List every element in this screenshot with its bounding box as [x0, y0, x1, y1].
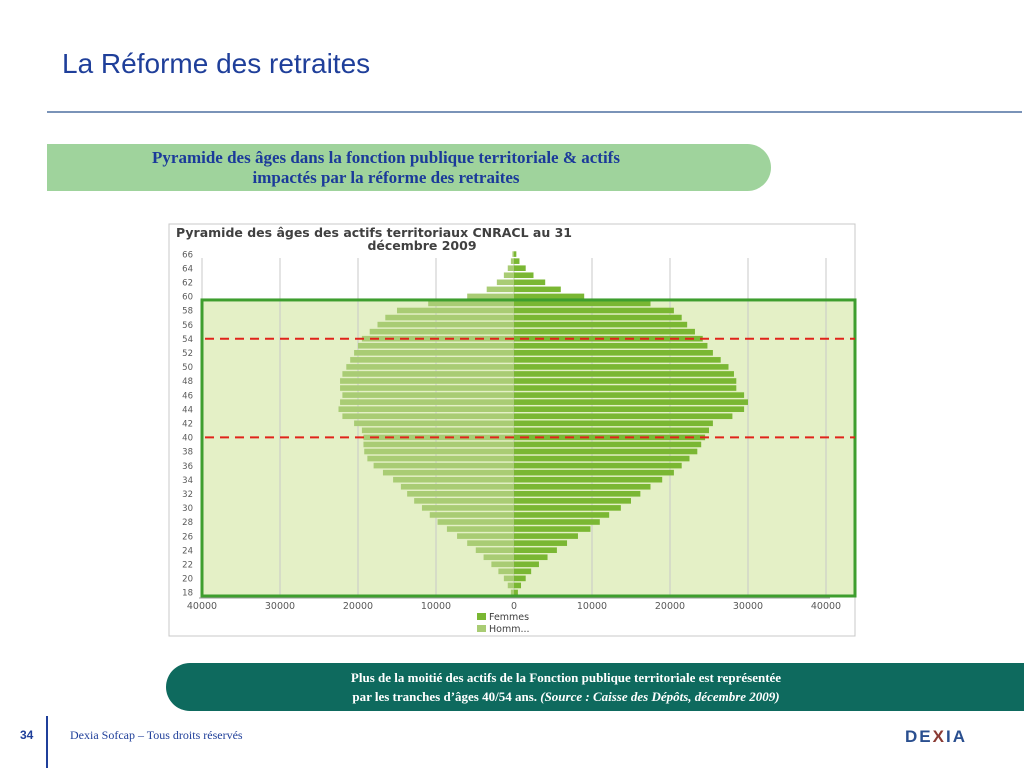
bar-femmes-65 [514, 258, 519, 264]
bar-femmes-27 [514, 526, 590, 532]
bar-hommes-63 [504, 272, 514, 278]
bar-hommes-43 [342, 413, 514, 419]
footer-copyright: Dexia Sofcap – Tous droits réservés [70, 728, 243, 742]
bar-hommes-26 [457, 533, 514, 539]
bar-hommes-57 [385, 315, 514, 321]
bar-hommes-35 [383, 470, 514, 476]
bar-femmes-18 [514, 590, 518, 596]
note-line-2 [166, 687, 966, 706]
bar-hommes-29 [430, 512, 514, 518]
bar-femmes-46 [514, 392, 744, 398]
y-tick-label-64: 64 [182, 264, 193, 275]
bar-femmes-37 [514, 456, 690, 462]
bar-femmes-36 [514, 463, 682, 469]
bar-femmes-60 [514, 294, 584, 300]
y-tick-label-32: 32 [182, 490, 193, 500]
bar-femmes-32 [514, 491, 640, 497]
bar-hommes-32 [407, 491, 514, 497]
slide-title: La Réforme des retraites [62, 48, 371, 79]
y-tick-label-44: 44 [182, 405, 193, 416]
bar-femmes-53 [514, 343, 707, 349]
bar-femmes-21 [514, 569, 531, 575]
bar-femmes-47 [514, 385, 736, 391]
bar-femmes-31 [514, 498, 631, 504]
y-tick-label-28: 28 [182, 518, 193, 529]
x-tick-label-0: 40000 [186, 601, 218, 612]
bar-hommes-22 [491, 562, 514, 568]
bar-hommes-49 [342, 371, 514, 377]
dexia-logo: DEXIA [905, 727, 967, 746]
bar-hommes-52 [354, 350, 514, 356]
x-tick-label-6: 20000 [654, 601, 686, 612]
subtitle-line-1: Pyramide des âges dans la fonction publique territoriale & actifs [152, 148, 620, 167]
bar-hommes-46 [342, 392, 514, 398]
note-main: par les tranches d’âges 40/54 ans. [352, 689, 537, 704]
bar-femmes-44 [514, 406, 744, 412]
bar-femmes-49 [514, 371, 734, 377]
bar-hommes-64 [508, 265, 514, 271]
chart-title-line-1: Pyramide des âges des actifs territoriaux CNRACL au 31 [176, 225, 572, 240]
bar-hommes-44 [339, 406, 515, 412]
chart-title-line-2: décembre 2009 [367, 238, 477, 253]
y-tick-label-38: 38 [182, 447, 193, 458]
bar-hommes-66 [512, 251, 514, 257]
bar-hommes-41 [362, 428, 514, 434]
bar-hommes-18 [511, 590, 514, 596]
bar-hommes-23 [484, 554, 514, 560]
bar-hommes-36 [374, 463, 514, 469]
bar-hommes-20 [504, 576, 514, 582]
bar-femmes-38 [514, 449, 697, 455]
bar-femmes-23 [514, 554, 548, 560]
bar-femmes-63 [514, 272, 534, 278]
bar-hommes-27 [447, 526, 514, 532]
bar-femmes-33 [514, 484, 651, 490]
bar-femmes-51 [514, 357, 721, 363]
bar-femmes-26 [514, 533, 578, 539]
x-tick-label-8: 40000 [810, 601, 842, 612]
bar-femmes-30 [514, 505, 621, 511]
bar-femmes-22 [514, 562, 539, 568]
x-tick-label-4: 0 [510, 601, 518, 612]
x-tick-label-3: 10000 [420, 601, 452, 612]
bar-femmes-66 [514, 251, 516, 257]
bar-hommes-47 [340, 385, 514, 391]
y-tick-label-56: 56 [182, 320, 193, 331]
legend-label-hommes: Homm... [489, 624, 530, 635]
x-tick-label-5: 10000 [576, 601, 608, 612]
y-tick-label-48: 48 [182, 377, 193, 388]
bar-femmes-41 [514, 428, 709, 434]
bar-femmes-29 [514, 512, 609, 518]
bar-femmes-61 [514, 287, 561, 293]
bar-hommes-53 [358, 343, 514, 349]
x-tick-label-1: 30000 [264, 601, 296, 612]
bar-hommes-48 [340, 378, 514, 384]
bar-femmes-59 [514, 301, 651, 307]
bar-hommes-55 [370, 329, 514, 335]
x-tick-label-7: 30000 [732, 601, 764, 612]
bar-femmes-34 [514, 477, 662, 483]
note-line-1: Plus de la moitié des actifs de la Fonction publique territoriale est représentée [350, 670, 782, 685]
note-source: (Source : Caisse des Dépôts, décembre 2009) [540, 689, 780, 704]
bar-femmes-19 [514, 583, 521, 589]
subtitle-line-2: impactés par la réforme des retraites [252, 168, 520, 187]
bar-hommes-38 [364, 449, 514, 455]
y-tick-label-62: 62 [182, 278, 193, 289]
y-tick-label-26: 26 [182, 532, 193, 543]
footer-divider [46, 716, 48, 768]
y-tick-label-40: 40 [182, 433, 193, 444]
note-text [166, 668, 966, 706]
y-tick-label-24: 24 [182, 546, 193, 557]
y-tick-label-20: 20 [182, 574, 193, 585]
y-tick-label-50: 50 [182, 363, 193, 374]
bar-femmes-56 [514, 322, 687, 328]
bar-hommes-19 [508, 583, 514, 589]
bar-femmes-25 [514, 540, 567, 546]
bar-hommes-30 [422, 505, 514, 511]
y-tick-label-18: 18 [182, 588, 193, 599]
bar-femmes-20 [514, 576, 526, 582]
bar-hommes-62 [497, 280, 514, 286]
x-tick-label-2: 20000 [342, 601, 374, 612]
y-tick-label-34: 34 [182, 475, 193, 486]
y-tick-label-66: 66 [182, 250, 193, 261]
bar-hommes-42 [354, 421, 514, 427]
bar-hommes-60 [467, 294, 514, 300]
bar-hommes-28 [438, 519, 514, 525]
y-tick-label-52: 52 [182, 349, 193, 359]
bar-hommes-37 [367, 456, 514, 462]
y-tick-label-36: 36 [182, 461, 193, 472]
y-tick-label-60: 60 [182, 292, 193, 303]
bar-hommes-58 [397, 308, 514, 314]
legend-label-femmes: Femmes [489, 612, 530, 623]
bar-hommes-24 [476, 547, 514, 553]
legend-swatch-femmes [477, 613, 486, 620]
bar-femmes-28 [514, 519, 600, 525]
bar-femmes-62 [514, 280, 545, 286]
bar-hommes-39 [363, 442, 514, 448]
y-tick-label-42: 42 [182, 419, 193, 430]
bar-hommes-25 [467, 540, 514, 546]
y-tick-label-58: 58 [182, 306, 193, 317]
bar-femmes-35 [514, 470, 674, 476]
bar-hommes-31 [414, 498, 514, 504]
bar-femmes-45 [514, 399, 748, 405]
bar-femmes-48 [514, 378, 736, 384]
bar-hommes-34 [393, 477, 514, 483]
bar-femmes-39 [514, 442, 701, 448]
bar-hommes-65 [511, 258, 514, 264]
y-tick-label-30: 30 [182, 504, 193, 515]
legend-swatch-hommes [477, 625, 486, 632]
bar-hommes-51 [350, 357, 514, 363]
bar-femmes-43 [514, 413, 732, 419]
bar-hommes-59 [428, 301, 514, 307]
bar-hommes-50 [346, 364, 514, 370]
page-number: 34 [20, 728, 34, 742]
bar-hommes-21 [498, 569, 514, 575]
y-tick-label-22: 22 [182, 560, 193, 571]
bar-femmes-42 [514, 421, 713, 427]
bar-femmes-58 [514, 308, 674, 314]
bar-femmes-64 [514, 265, 526, 271]
y-tick-label-54: 54 [182, 334, 193, 345]
bar-hommes-61 [487, 287, 514, 293]
bar-femmes-24 [514, 547, 557, 553]
bar-hommes-33 [401, 484, 514, 490]
bar-hommes-45 [340, 399, 514, 405]
y-tick-label-46: 46 [182, 391, 193, 402]
bar-hommes-56 [378, 322, 515, 328]
bar-femmes-52 [514, 350, 713, 356]
bar-femmes-50 [514, 364, 729, 370]
bar-femmes-57 [514, 315, 682, 321]
bar-femmes-55 [514, 329, 695, 335]
